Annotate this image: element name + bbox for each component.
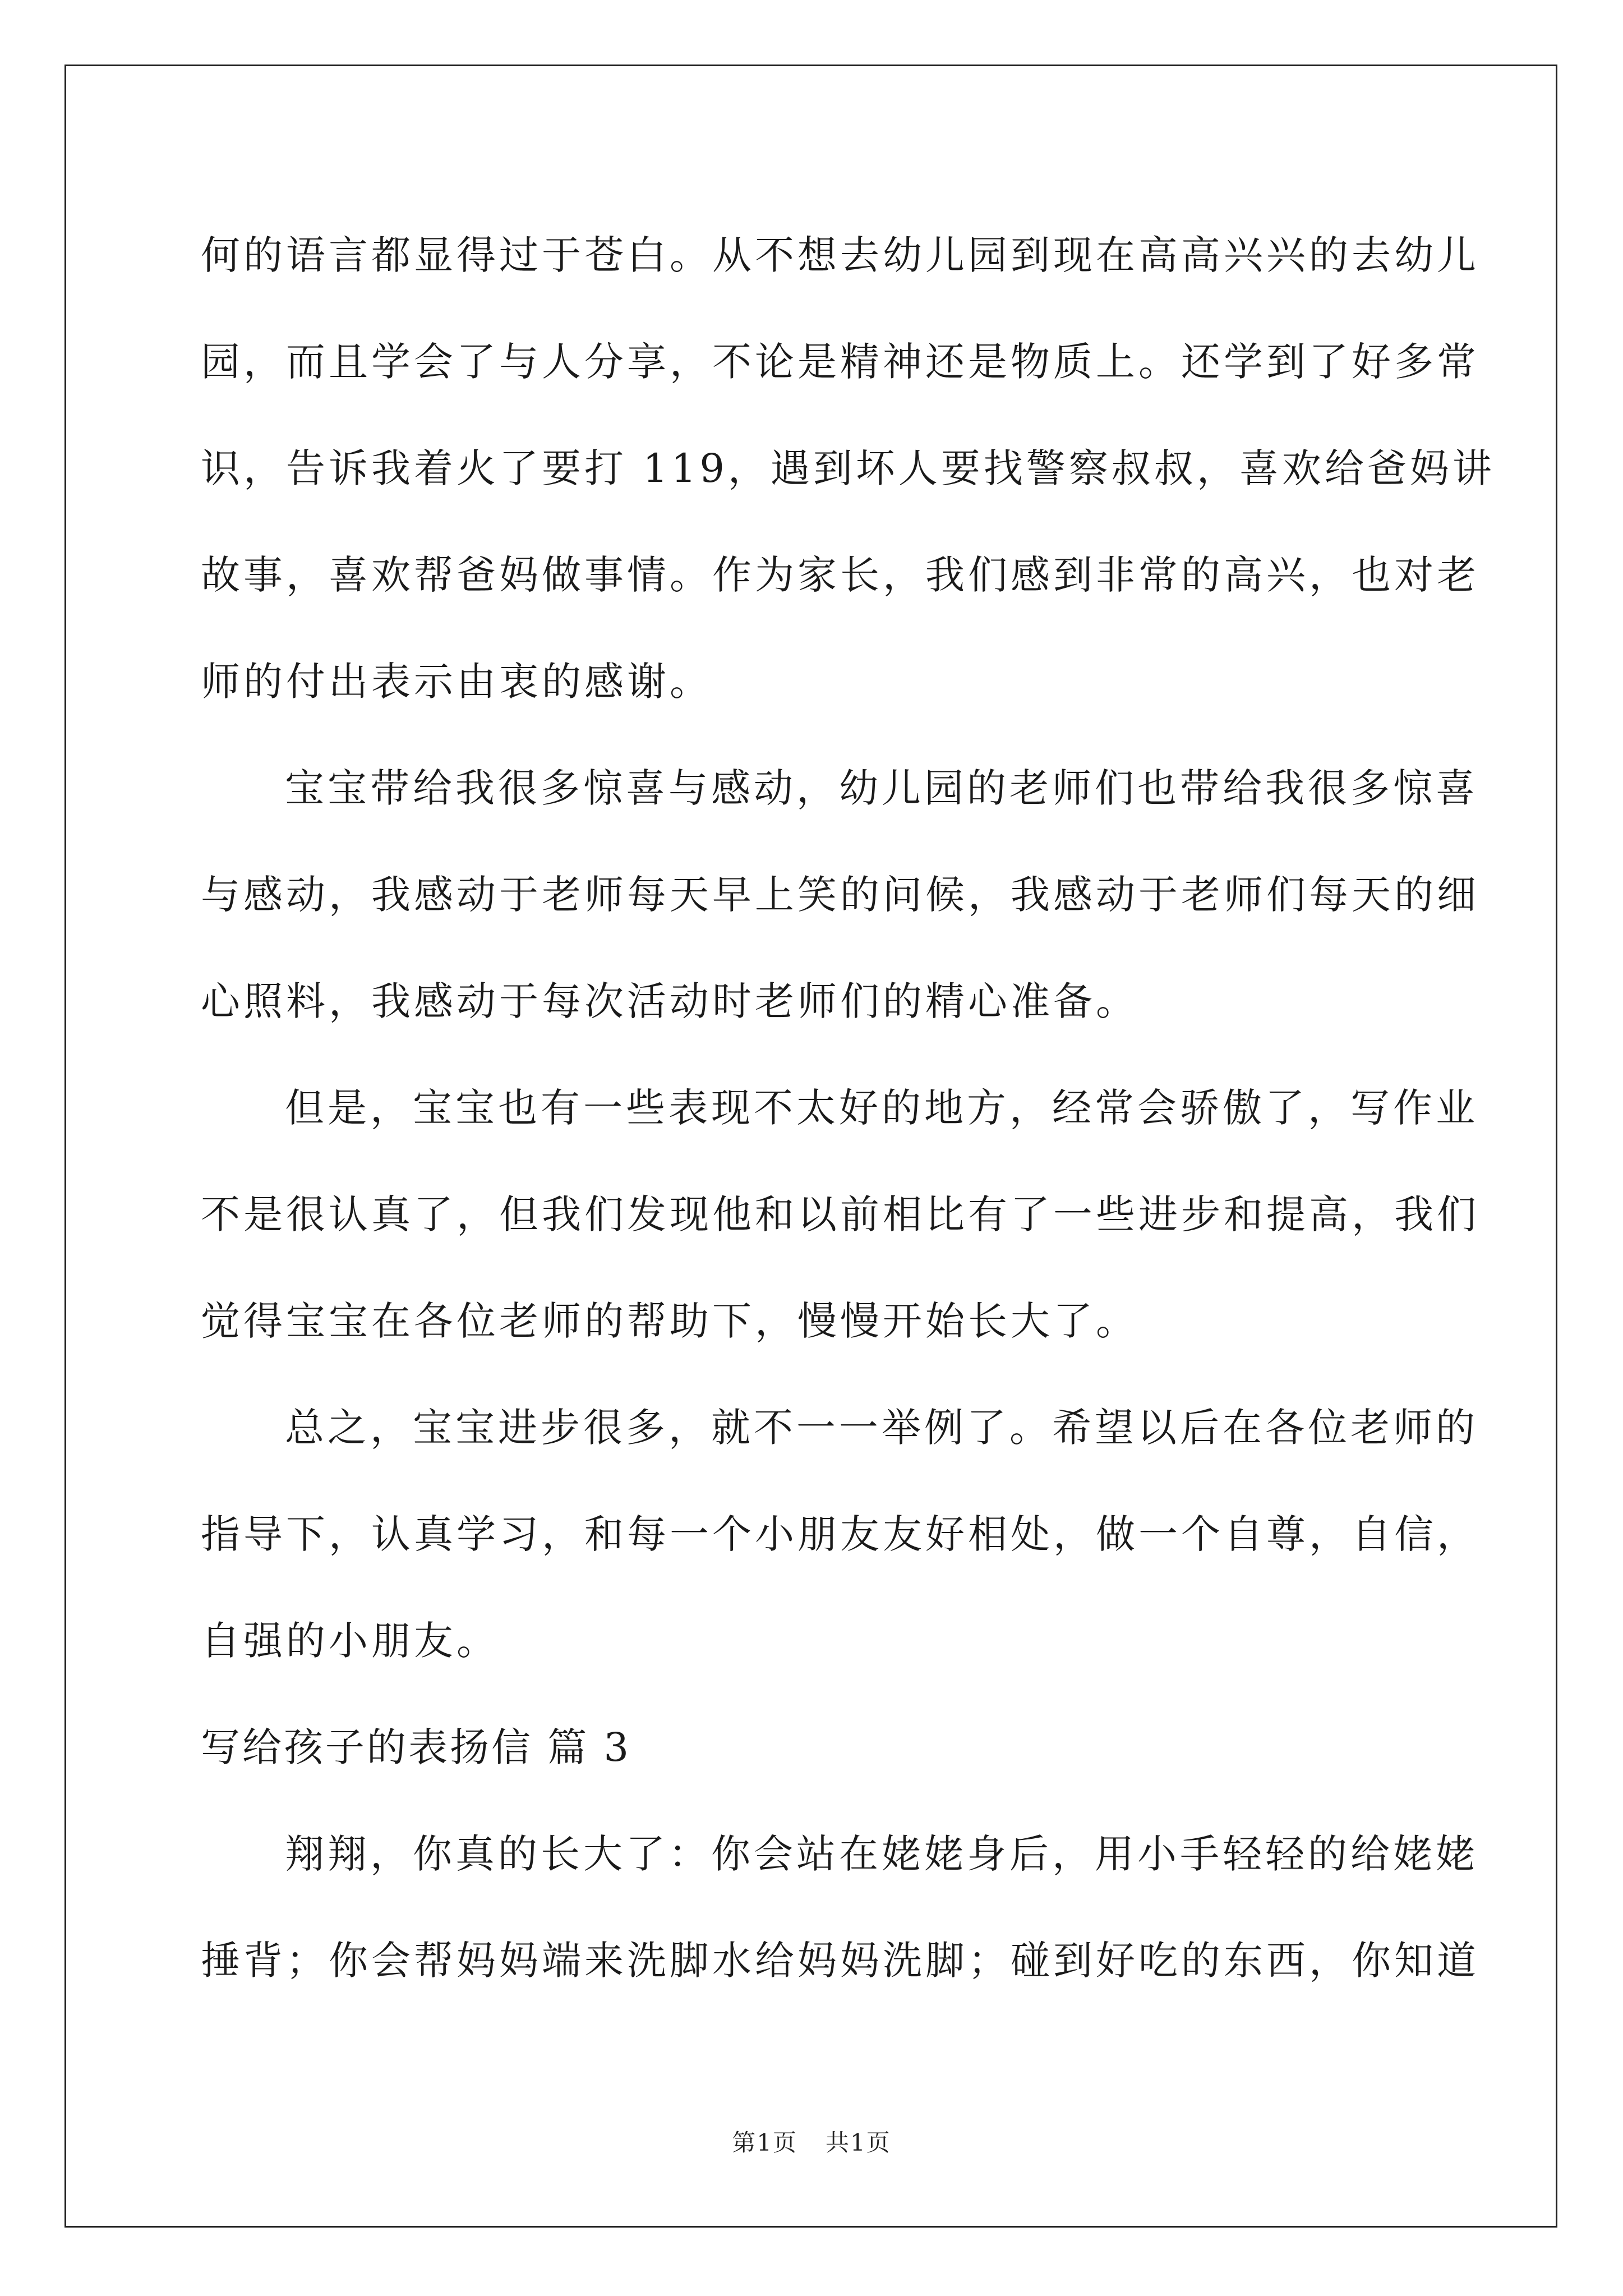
body-line: 指导下，认真学习，和每一个小朋友友好相处，做一个自尊，自信， <box>201 1511 1479 1557</box>
body-line: 师的付出表示由衷的感谢。 <box>201 659 712 705</box>
body-line: 自强的小朋友。 <box>201 1618 499 1664</box>
section-heading: 写给孩子的表扬信 篇 3 <box>201 1724 631 1770</box>
body-line: 识，告诉我着火了要打 119，遇到坏人要找警察叔叔，喜欢给爸妈讲 <box>201 445 1495 491</box>
body-line: 何的语言都显得过于苍白。从不想去幼儿园到现在高高兴兴的去幼儿 <box>201 232 1479 278</box>
body-line: 捶背；你会帮妈妈端来洗脚水给妈妈洗脚；碰到好吃的东西，你知道 <box>201 1938 1479 1984</box>
body-line: 园，而且学会了与人分享，不论是精神还是物质上。还学到了好多常 <box>201 339 1479 385</box>
page-total: 共1页 <box>826 2129 891 2156</box>
document-body <box>201 202 1495 2014</box>
paragraph-start-line: 总之，宝宝进步很多，就不一一举例了。希望以后在各位老师的 <box>285 1405 1478 1451</box>
body-line: 不是很认真了，但我们发现他和以前相比有了一些进步和提高，我们 <box>201 1191 1479 1237</box>
paragraph-start-line: 宝宝带给我很多惊喜与感动，幼儿园的老师们也带给我很多惊喜 <box>285 765 1478 811</box>
paragraph-start-line: 但是，宝宝也有一些表现不太好的地方，经常会骄傲了，写作业 <box>285 1085 1478 1131</box>
page-footer <box>0 2126 1623 2160</box>
body-line: 故事，喜欢帮爸妈做事情。作为家长，我们感到非常的高兴，也对老 <box>201 552 1479 598</box>
body-line: 心照料，我感动于每次活动时老师们的精心准备。 <box>201 978 1138 1024</box>
paragraph-start-line: 翔翔，你真的长大了：你会站在姥姥身后，用小手轻轻的给姥姥 <box>285 1831 1478 1877</box>
body-line: 与感动，我感动于老师每天早上笑的问候，我感动于老师们每天的细 <box>201 872 1479 918</box>
page-number: 第1页 <box>732 2129 797 2156</box>
body-line: 觉得宝宝在各位老师的帮助下，慢慢开始长大了。 <box>201 1298 1138 1344</box>
